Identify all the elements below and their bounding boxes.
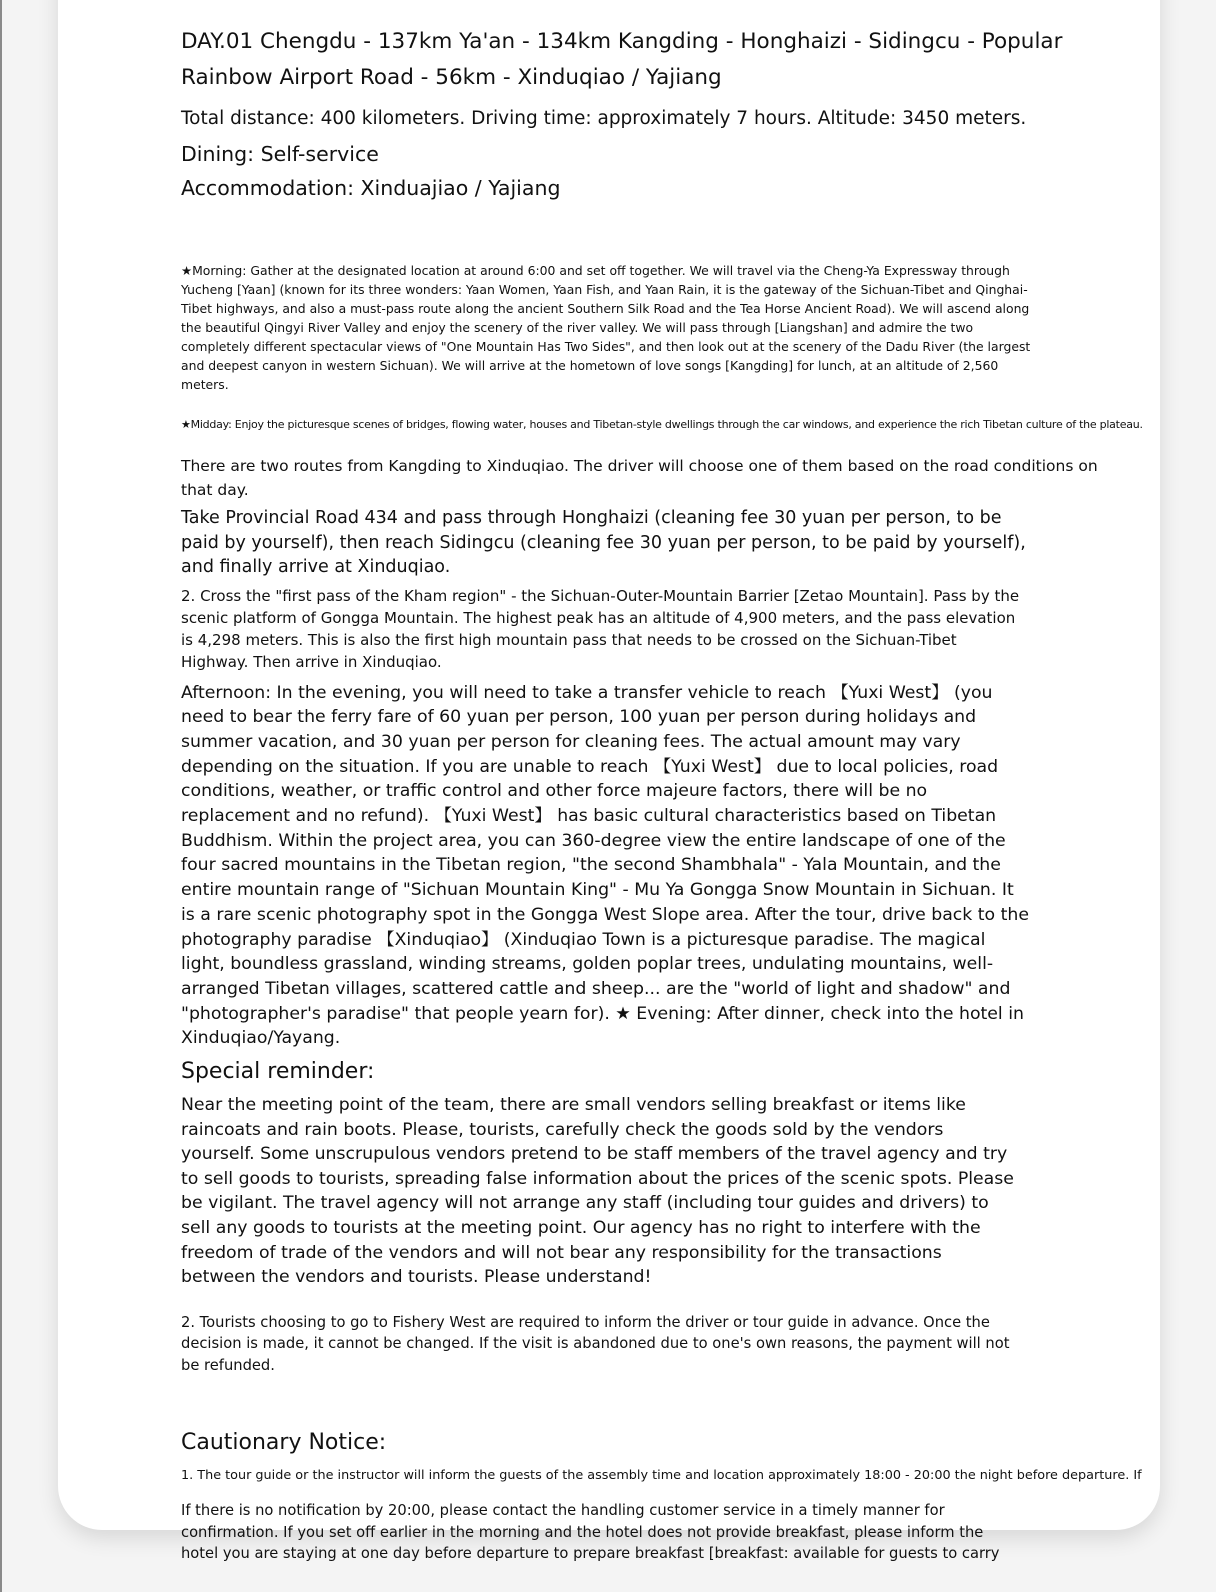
routes-intro: There are two routes from Kangding to Xinduqiao. The driver will choose one of them based on the road conditions on that day. (181, 457, 1098, 499)
morning-paragraph: ★Morning: Gather at the designated location at around 6:00 and set off together. We will travel via the Cheng-Ya Expressway through Yucheng [Yaan] (known for its three wonders: Yaan Women, Yaan Fish, and Yaan Rain, it is the gateway of the Sichuan-Tibet and Qinghai-Tibet highways, and also a must-pass route along the ancient Southern Silk Road and the Tea Horse Ancient Road). We will ascend along the beautiful Qingyi River Valley and enjoy the scenery of the river valley. We will pass through [Liangshan] and admire the two completely different spectacular views of "One Mountain Has Two Sides", and then look out at the scenery of the Dadu River (the largest and deepest canyon in western Sichuan). We will arrive at the hometown of love songs [Kangding] for lunch, at an altitude of 2,560 meters. (181, 263, 1031, 392)
midday-paragraph: ★Midday: Enjoy the picturesque scenes of bridges, flowing water, houses and Tibetan-style dwellings through the car windows, and experience the rich Tibetan culture of the plateau. (181, 418, 1143, 431)
trip-summary: Total distance: 400 kilometers. Driving time: approximately 7 hours. Altitude: 3450 meters. (181, 108, 1027, 129)
afternoon-paragraph: Afternoon: In the evening, you will need to take a transfer vehicle to reach 【Yuxi West】 (you need to bear the ferry fare of 60 yuan per person, 100 yuan per person during holidays and summer vacation, and 30 yuan per person for cleaning fees. The actual amount may vary depending on the situation. If you are unable to reach 【Yuxi West】 due to local policies, road conditions, weather, or traffic control and other force majeure factors, there will be no replacement and no refund). 【Yuxi West】 has basic cultural characteristics based on Tibetan Buddhism. Within the project area, you can 360-degree view the entire landscape of one of the four sacred mountains in the Tibetan region, "the second Shambhala" - Yala Mountain, and the entire mountain range of "Sichuan Mountain King" - Mu Ya Gongga Snow Mountain in Sichuan. It is a rare scenic photography spot in the Gongga West Slope area. After the tour, drive back to the photography paradise 【Xinduqiao】 (Xinduqiao Town is a picturesque paradise. The magical light, boundless grassland, winding streams, golden poplar trees, undulating mountains, well-arranged Tibetan villages, scattered cattle and sheep... are the "world of light and shadow" and "photographer's paradise" that people yearn for). ★ Evening: After dinner, check into the hotel in Xinduqiao/Yayang. (181, 682, 1029, 1049)
document-card (58, 0, 1160, 1563)
document-content (181, 29, 1143, 1565)
route-option-1: Take Provincial Road 434 and pass through Honghaizi (cleaning fee 30 yuan per person, to be paid by yourself), then reach Sidingcu (cleaning fee 30 yuan per person, to be paid by yourself), and finally arrive at Xinduqiao. (181, 508, 1026, 577)
dining-info: Dining: Self-service (181, 142, 379, 166)
route-option-2: 2. Cross the "first pass of the Kham region" - the Sichuan-Outer-Mountain Barrier [Zetao Mountain]. Pass by the scenic platform of Gongga Mountain. The highest peak has an altitude of 4,900 meters, and the pass elevation is 4,298 meters. This is also the first high mountain pass that needs to be crossed on the Sichuan-Tibet Highway. Then arrive in Xinduqiao. (181, 586, 1020, 671)
cautionary-notice-heading: Cautionary Notice: (181, 1430, 387, 1456)
cautionary-notice-paragraph-2: If there is no notification by 20:00, please contact the handling customer service in a timely manner for confirmation. If you set off earlier in the morning and the hotel does not provide breakfast, please inform the hotel you are staying at one day before departure to prepare breakfast [breakfast: available for guests to carry (181, 1502, 1000, 1563)
special-reminder-heading: Special reminder: (181, 1059, 375, 1085)
cautionary-notice-line-1: 1. The tour guide or the instructor will inform the guests of the assembly time and location approximately 18:00 - 20:00 the night before departure. If (181, 1468, 1142, 1484)
page-left-border (0, 0, 2, 1592)
special-reminder-paragraph-2: 2. Tourists choosing to go to Fishery West are required to inform the driver or tour guide in advance. Once the decision is made, it cannot be changed. If the visit is abandoned due to one's own reasons, the payment will not be refunded. (181, 1313, 1010, 1374)
special-reminder-paragraph-1: Near the meeting point of the team, there are small vendors selling breakfast or items like raincoats and rain boots. Please, tourists, carefully check the goods sold by the vendors yourself. Some unscrupulous vendors pretend to be staff members of the travel agency and try to sell goods to tourists, spreading false information about the prices of the scenic spots. Please be vigilant. The travel agency will not arrange any staff (including tour guides and drivers) to sell any goods to tourists at the meeting point. Our agency has no right to interfere with the freedom of trade of the vendors and will not bear any responsibility for the transactions between the vendors and tourists. Please understand! (181, 1095, 1014, 1288)
accommodation-info: Accommodation: Xinduajiao / Yajiang (181, 176, 561, 200)
day-title: DAY.01 Chengdu - 137km Ya'an - 134km Kangding - Honghaizi - Sidingcu - Popular Rainbow Airport Road - 56km - Xinduqiao / Yajiang (181, 29, 1063, 90)
